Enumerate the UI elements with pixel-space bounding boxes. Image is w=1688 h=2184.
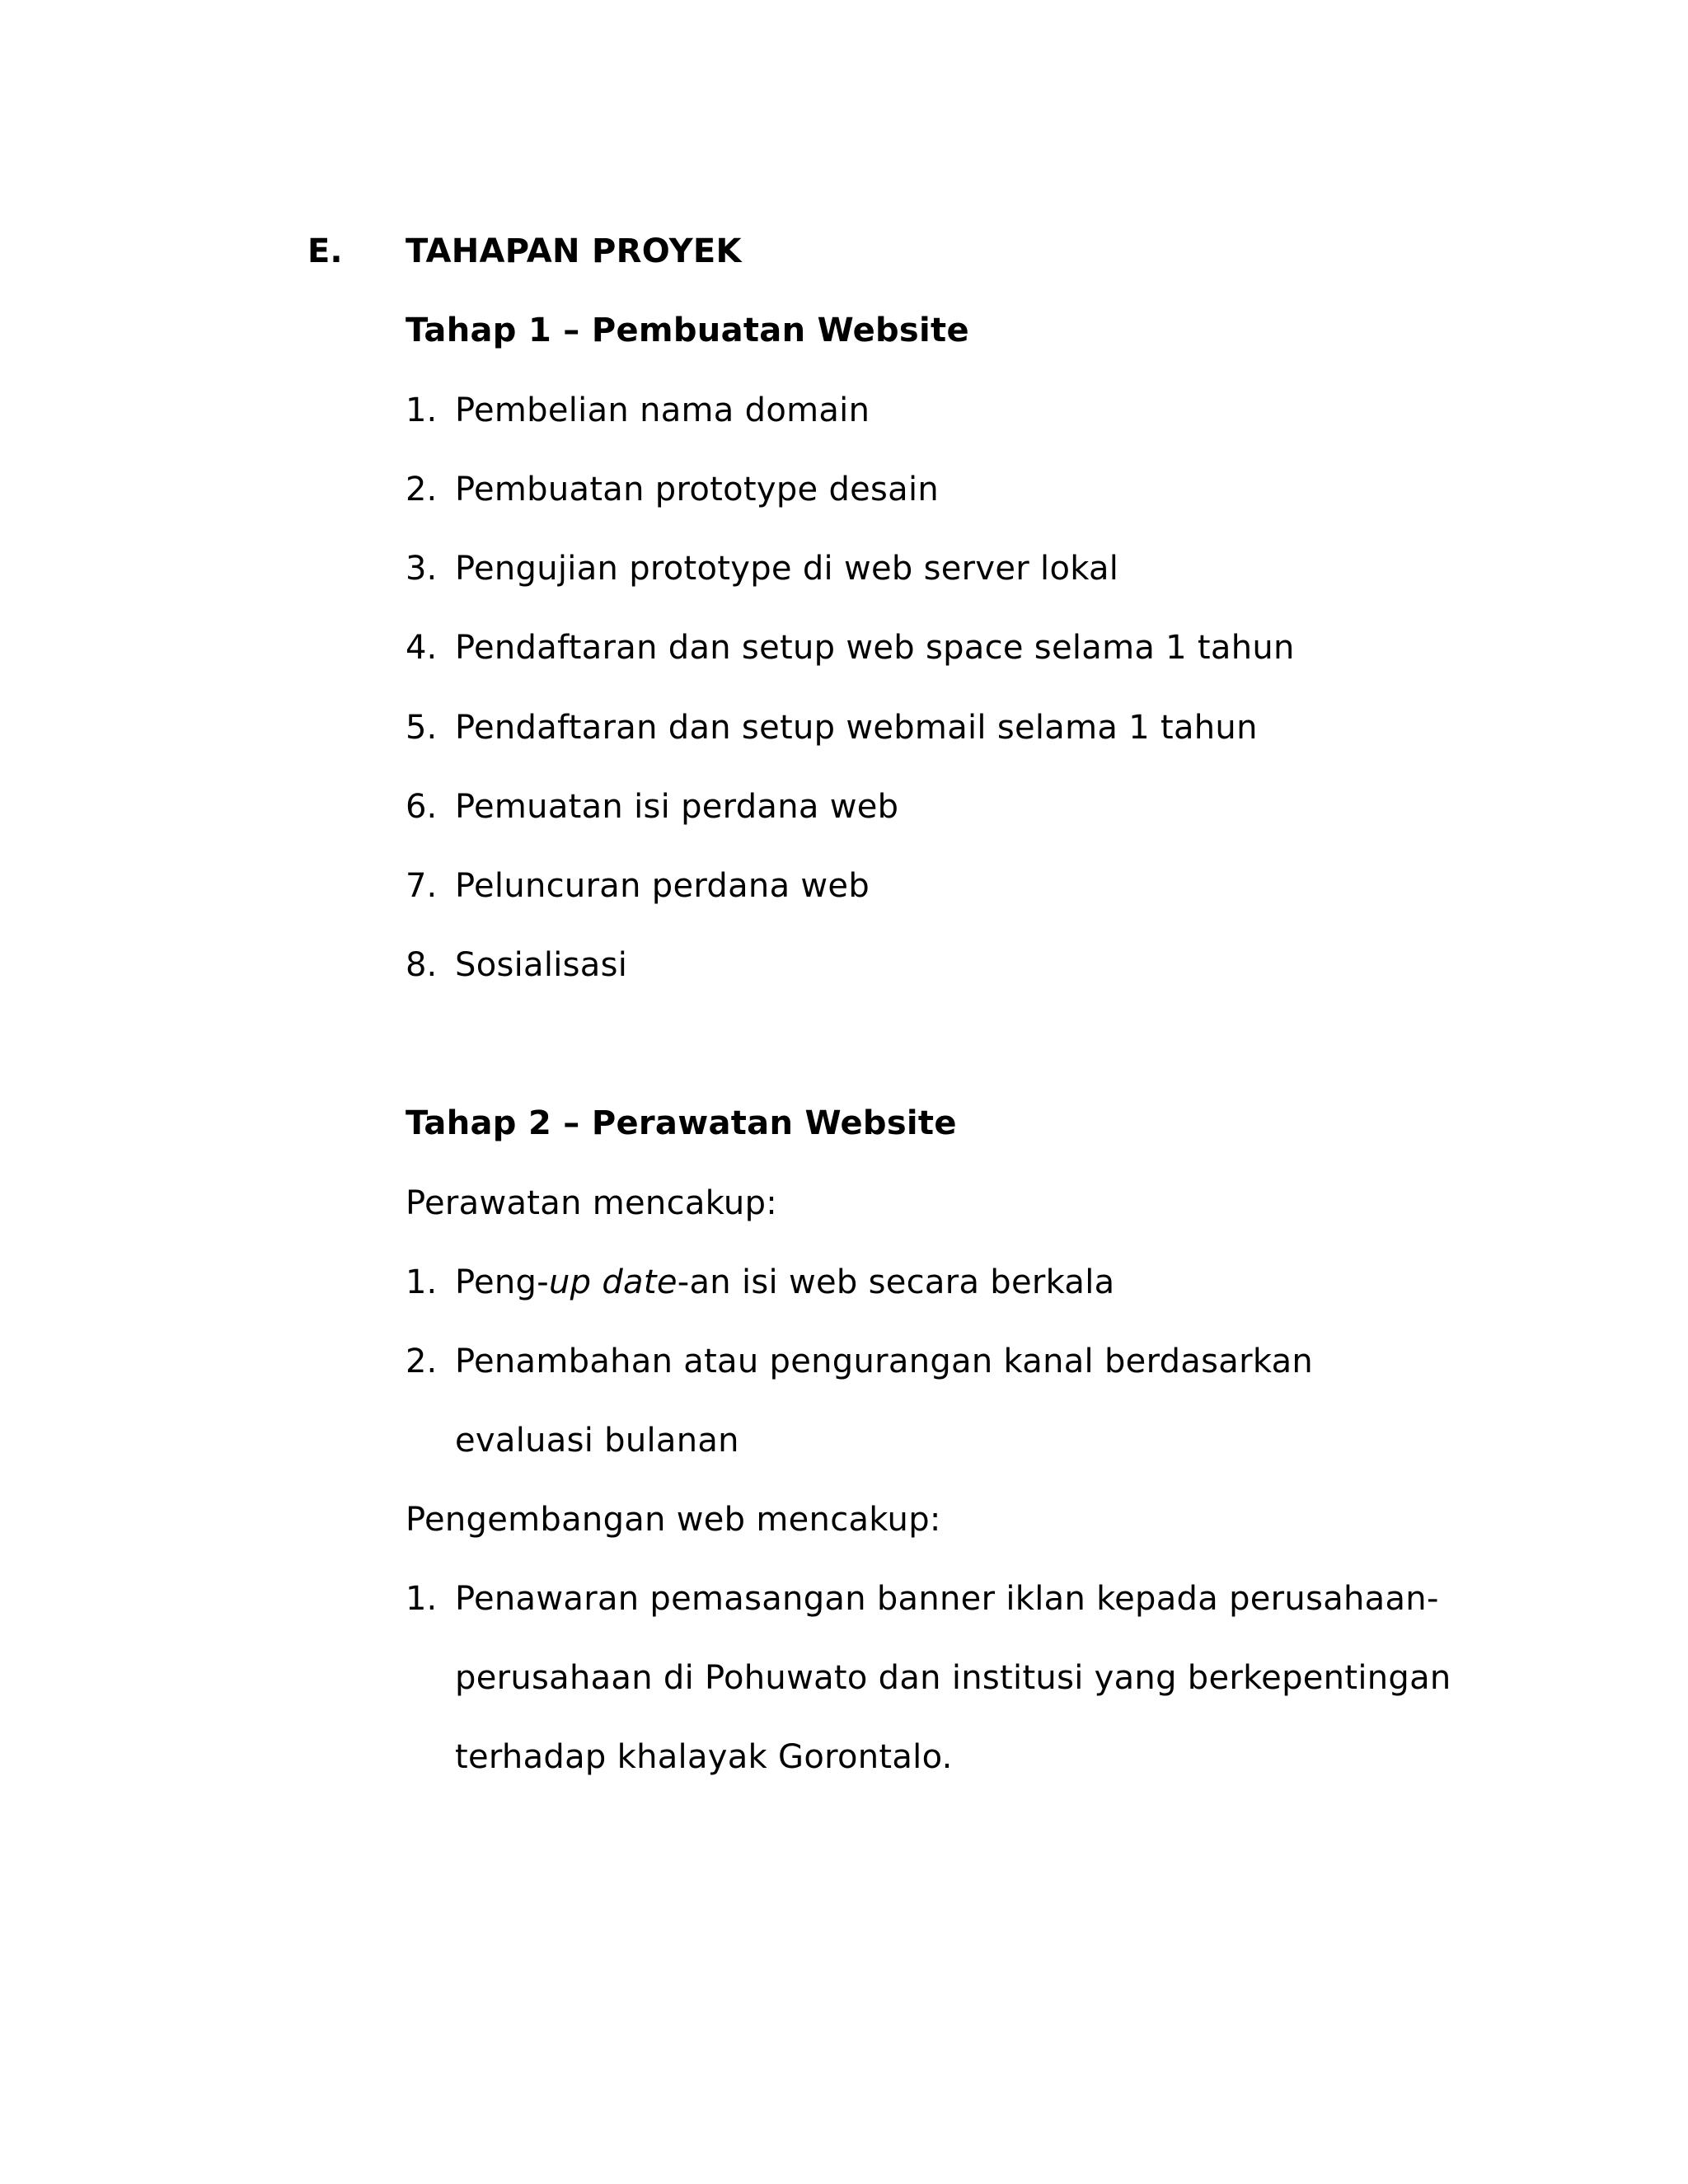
pengembangan-intro: Pengembangan web mencakup: [406,1501,941,1539]
list-item-line: perusahaan di Pohuwato dan institusi yang berkepentingan [455,1659,1451,1697]
list-item: Pengujian prototype di web server lokal [455,550,1119,588]
tahap1-heading: Tahap 1 – Pembuatan Website [406,312,969,349]
list-item-suffix: -an isi web secara berkala [677,1263,1115,1301]
perawatan-intro: Perawatan mencakup: [406,1184,778,1222]
list-item-number: 2. [406,1343,438,1380]
list-item: Peluncuran perdana web [455,867,870,905]
list-item-prefix: Peng- [455,1263,549,1301]
list-item: Pendaftaran dan setup web space selama 1 tahun [455,629,1295,667]
list-item-number: 6. [406,788,438,826]
list-item-line: terhadap khalayak Gorontalo. [455,1738,953,1776]
list-item: Pemuatan isi perdana web [455,788,899,826]
section-title: TAHAPAN PROYEK [406,232,742,270]
list-item-number: 1. [406,391,438,429]
list-item-number: 1. [406,1580,438,1618]
list-item-line: evaluasi bulanan [455,1422,739,1460]
list-item-line: Penawaran pemasangan banner iklan kepada perusahaan- [455,1580,1439,1618]
list-item-number: 7. [406,867,438,905]
list-item: Sosialisasi [455,946,628,984]
list-item-number: 2. [406,471,438,509]
list-item: Pendaftaran dan setup webmail selama 1 tahun [455,709,1258,747]
list-item-number: 1. [406,1263,438,1301]
list-item-number: 8. [406,946,438,984]
list-item-number: 5. [406,709,438,747]
list-item: Pembuatan prototype desain [455,471,940,509]
list-item-italic: up date [548,1263,678,1301]
list-item-number: 4. [406,629,438,667]
list-item: Pembelian nama domain [455,391,870,429]
list-item-number: 3. [406,550,438,588]
section-letter: E. [307,232,343,270]
tahap2-heading: Tahap 2 – Perawatan Website [406,1104,957,1142]
list-item-line: Penambahan atau pengurangan kanal berdasarkan [455,1343,1314,1380]
list-item [455,1259,1114,1305]
